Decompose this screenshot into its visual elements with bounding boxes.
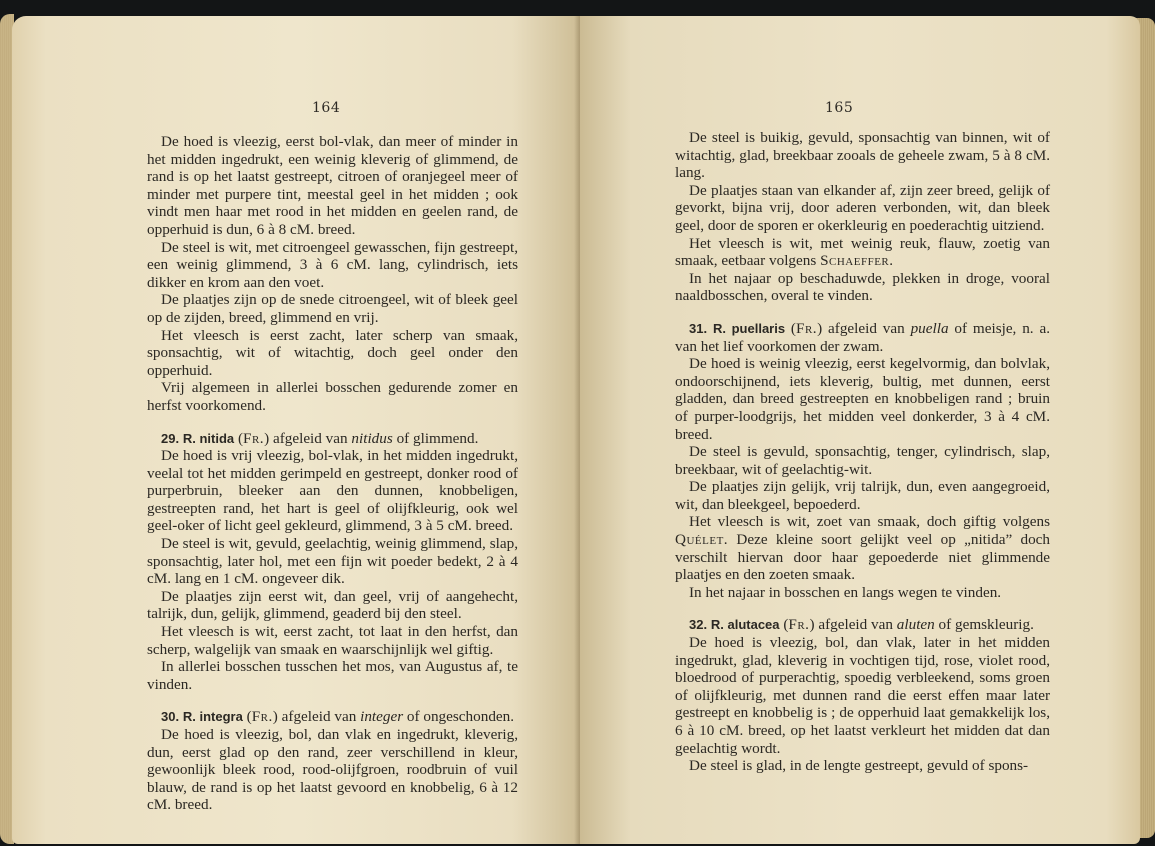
etymology: nitidus xyxy=(351,429,393,447)
paragraph: De hoed is vleezig, eerst bol-vlak, dan meer of minder in het midden ingedrukt, een weinig kleverig of glimmend, de rand is op het laatst gestreept, citroen of oranjegeel meer of minder met purpere tint, meestal geel in het midden ; ook vindt men haar met rood in het midden en geelen rand, de opperhuid is dun, 6 à 8 cM. breed. xyxy=(147,133,518,238)
left-page-text xyxy=(147,133,518,814)
paragraph: In het najaar in bosschen en langs wegen te vinden. xyxy=(689,583,1002,601)
paragraph: In het najaar op beschaduwde, plekken in droge, vooral naaldbosschen, overal te vinden. xyxy=(675,269,1050,305)
author-abbr: Fr. xyxy=(251,708,273,726)
etymology: integer xyxy=(360,708,404,726)
heading-text: of meisje, n. a. van het lief voorkomen der zwam. xyxy=(675,319,1051,355)
paragraph: De steel is wit, met citroengeel gewasschen, fijn gestreept, een weinig glimmend, 3 à 6 cM. lang, cylindrisch, iets dikker en krom aan den voet. xyxy=(147,238,518,291)
paragraph: De hoed is vleezig, bol, dan vlak en ingedrukt, kleverig, dun, eerst glad op den rand, zeer verschillend in kleur, gewoonlijk bleek rood, rood-olijfgroen, roodbruin of vuil blauw, de rand is op het laatst gevoord en knobbelig, 6 à 12 cM. breed. xyxy=(147,726,518,814)
paragraph xyxy=(675,235,1050,270)
entry-number: 29. xyxy=(161,430,180,446)
paragraph: De hoed is weinig vleezig, eerst kegelvormig, dan bolvlak, ondoorschijnend, iets kleverig, bultig, met dunnen, eerst gladden, dan breed gestreepten en knobbeligen rand ; bruin of purper-loodgrijs, het midden veel donkerder, 3 à 4 cM. breed. xyxy=(675,355,1050,443)
paragraph: De plaatjes zijn eerst wit, dan geel, vrij of aangehecht, talrijk, dun, gelijk, glimmend, geaderd bij den steel. xyxy=(147,587,518,623)
heading-text: afgeleid van xyxy=(828,319,905,337)
paragraph-text: Het vleesch is wit, met weinig reuk, flauw, zoetig van smaak, eetbaar volgens xyxy=(675,234,1050,270)
page-number-right: 165 xyxy=(825,100,854,116)
species-name: R. puellaris xyxy=(712,320,786,336)
entry-heading-32: 32. R. alutacea (Fr.) afgeleid van aluten of gemskleurig. xyxy=(689,616,1034,634)
paragraph: De steel is gevuld, sponsachtig, tenger, cylindrisch, slap, breekbaar, wit of geelachtig-wit. xyxy=(675,443,1050,478)
etymology: aluten xyxy=(896,616,935,634)
heading-text: afgeleid van xyxy=(272,429,348,447)
author-name: Quélet. xyxy=(675,531,729,549)
paragraph: De steel is glad, in de lengte gestreept, gevuld of spons- xyxy=(689,757,1029,775)
paragraph: In allerlei bosschen tusschen het mos, van Augustus af, te vinden. xyxy=(147,658,518,693)
entry-number: 32. xyxy=(689,617,708,633)
paragraph: De hoed is vrij vleezig, bol-vlak, in het midden ingedrukt, veelal tot het midden gerimpeld en gestreept, donker rood of purperbruin, bleeker aan den dunnen, knobbeligen, gestreepten rand, het hart is geel of olijfkleurig, ook wel geel-oker of licht geel gekleurd, glimmend, 3 à 5 cM. breed. xyxy=(147,447,518,535)
entry-heading-30: 30. R. integra (Fr.) afgeleid van integer of ongeschonden. xyxy=(161,708,515,726)
heading-text: of ongeschonden. xyxy=(406,708,515,726)
paragraph: De plaatjes staan van elkander af, zijn zeer breed, gelijk of gevorkt, bijna vrij, door aderen verbonden, wit, dan bleek geel, door de sporen er okerkleurig en poederachtig uitziend. xyxy=(675,181,1050,234)
entry-number: 30. xyxy=(161,709,180,725)
right-page-text xyxy=(675,129,1050,775)
heading-text: afgeleid van xyxy=(281,708,357,726)
entry-number: 31. xyxy=(689,320,708,336)
heading-text: of gemskleurig. xyxy=(938,616,1034,634)
left-page xyxy=(12,16,580,844)
right-page xyxy=(580,16,1140,844)
paragraph-text: Het vleesch is wit, zoet van smaak, doch giftig volgens xyxy=(689,513,1050,531)
author-abbr: Fr. xyxy=(796,319,818,337)
etymology: puella xyxy=(910,319,949,337)
paragraph: De plaatjes zijn op de snede citroengeel, wit of bleek geel op de zijden, breed, glimmend en vrij. xyxy=(147,291,518,326)
paragraph: Het vleesch is eerst zacht, later scherp van smaak, sponsachtig, wit of witachtig, doch geel onder den opperhuid. xyxy=(147,326,518,379)
paragraph: Het vleesch is wit, eerst zacht, tot laat in den herfst, dan scherp, walgelijk van smaak en waarschijnlijk wel giftig. xyxy=(147,623,518,658)
heading-text: of glimmend. xyxy=(396,429,479,447)
species-name: R. integra xyxy=(182,709,243,725)
paragraph-text: Deze kleine soort gelijkt veel op „nitida” doch verschilt hiervan door haar gepoederde niet glimmende plaatjes en den zoeten smaak. xyxy=(675,531,1050,584)
paragraph: De steel is wit, gevuld, geelachtig, weinig glimmend, slap, sponsachtig, later hol, met een fijn wit poeder bedekt, 2 à 4 cM. lang en 1 cM. ongeveer dik. xyxy=(147,535,518,588)
species-name: R. nitida xyxy=(182,430,235,446)
entry-heading-31: 31. R. puellaris (Fr.) afgeleid van puella of meisje, n. a. van het lief voorkomen der zwam. xyxy=(675,319,1051,355)
paragraph: Vrij algemeen in allerlei bosschen gedurende zomer en herfst voorkomend. xyxy=(147,379,518,414)
heading-text: afgeleid van xyxy=(818,616,893,634)
paragraph xyxy=(675,513,1050,583)
author-name: Schaeffer. xyxy=(820,252,894,270)
paragraph: De hoed is vleezig, bol, dan vlak, later in het midden ingedrukt, glad, kleverig in vochtigen tijd, rose, violet rood, bloedrood of purperachtig, spoedig verbleekend, soms groen of olijfkleurig, met dunnen rand die eerst effen maar later gestreept en knobbelig is ; de opperhuid laat gemakkelijk los, 6 à 10 cM. breed, op het laatst verkleurt het midden dat dan geelachtig wordt. xyxy=(675,634,1050,757)
species-name: R. alutacea xyxy=(710,617,780,633)
author-abbr: Fr. xyxy=(788,616,810,634)
page-number-left: 164 xyxy=(312,100,341,116)
paragraph: De steel is buikig, gevuld, sponsachtig van binnen, wit of witachtig, glad, breekbaar zooals de geheele zwam, 5 à 8 cM. lang. xyxy=(675,129,1050,182)
paragraph: De plaatjes zijn gelijk, vrij talrijk, dun, even aangegroeid, wit, dan bleekgeel, bepoederd. xyxy=(675,478,1050,513)
author-abbr: Fr. xyxy=(243,429,265,447)
entry-heading-29: 29. R. nitida (Fr.) afgeleid van nitidus of glimmend. xyxy=(161,429,479,447)
